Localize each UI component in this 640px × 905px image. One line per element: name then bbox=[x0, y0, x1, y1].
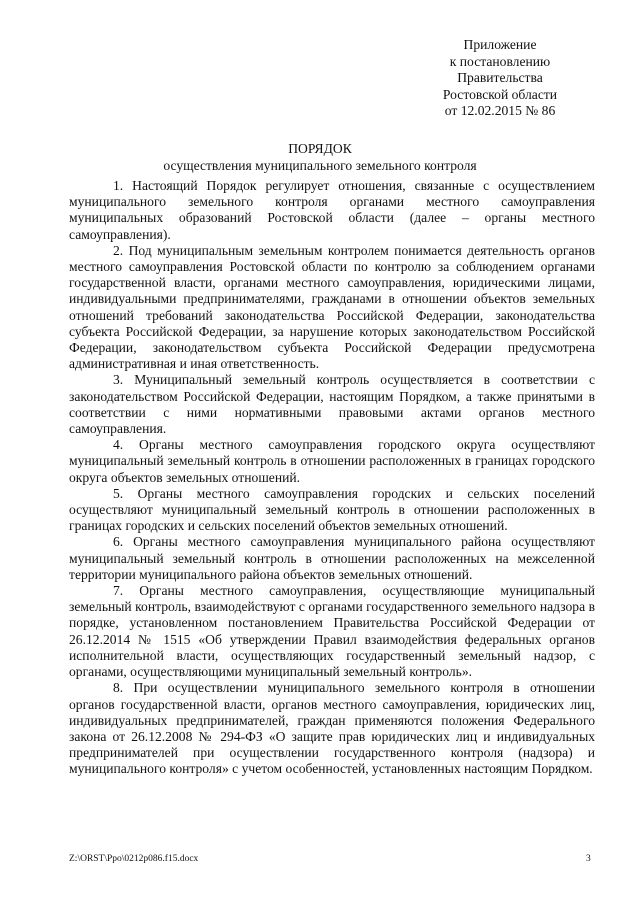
footer-file-path: Z:\ORST\Ppo\0212p086.f15.docx bbox=[69, 854, 199, 864]
appendix-line: Правительства bbox=[457, 70, 543, 85]
footer-page-number: 3 bbox=[586, 854, 591, 864]
appendix-line: к постановлению bbox=[449, 53, 551, 69]
document-title: ПОРЯДОК bbox=[288, 141, 352, 156]
paragraph-4: 4. Органы местного самоуправления городского округа осуществляют муниципальный земельный контроль в отношении расположенных в границах городского округа объектов земельных отношений. bbox=[69, 437, 595, 485]
appendix-line: Приложение bbox=[463, 37, 537, 52]
paragraph-5: 5. Органы местного самоуправления городских и сельских поселений осуществляют муниципальный земельный контроль в отношении расположенных в границах городских и сельских поселений объектов земельных отношений. bbox=[69, 485, 595, 534]
paragraph-6: 6. Органы местного самоуправления муниципального района осуществляют муниципальный земельный контроль в отношении расположенных на межселенной территории муниципального района объектов земельных отношений. bbox=[69, 534, 595, 582]
paragraph-8: 8. При осуществлении муниципального земельного контроля в отношении органов государственной власти, органов местного самоуправления, юридических лиц, индивидуальных предпринимателей, граждан применяются положения Федерального закона от 26.12.2008 № 294-ФЗ «О защите прав юридических лиц и индивидуальных предпринимателей при осуществлении государственного контроля (надзора) и муниципального контроля» с учетом особенностей, установленных настоящим Порядком. bbox=[69, 680, 595, 777]
appendix-line: Ростовской области bbox=[442, 86, 558, 102]
paragraph-2: 2. Под муниципальным земельным контролем понимается деятельность органов местного самоуправления Ростовской области по контролю за соблюдением органами государственной власти, органами местного самоуправления, юридическими лицами, индивидуальными предпринимателями, гражданами в отношении объектов земельных отношений требований законодательства Российской Федерации, законодательства субъекта Российской Федерации, за нарушение которых законодательством Российской Федерации, законодательством субъекта Российской Федерации предусмотрена административная и иная ответственность. bbox=[69, 242, 595, 372]
document-body bbox=[69, 178, 595, 778]
appendix-line: от 12.02.2015 № 86 bbox=[444, 103, 556, 118]
paragraph-7: 7. Органы местного самоуправления, осуществляющие муниципальный земельный контроль, взаимодействуют с органами государственного земельного надзора в порядке, установленном постановлением Правительства Российской Федерации от 26.12.2014 № 1515 «Об утверждении Правил взаимодействия федеральных органов исполнительной власти, осуществляющих государственный земельный надзор, с органами, осуществляющими муниципальный земельный контроль». bbox=[69, 583, 595, 680]
paragraph-3: 3. Муниципальный земельный контроль осуществляется в соответствии с законодательством Российской Федерации, настоящим Порядком, а также принятыми в соответствии с ними нормативными правовыми актами органов местного самоуправления. bbox=[69, 372, 595, 437]
appendix-block bbox=[400, 37, 600, 120]
paragraph-1: 1. Настоящий Порядок регулирует отношения, связанные с осуществлением муниципального земельного контроля органами местного самоуправления муниципальных образований Ростовской области (далее – органы местного самоуправления). bbox=[69, 178, 595, 242]
document-subtitle: осуществления муниципального земельного контроля bbox=[163, 158, 477, 173]
